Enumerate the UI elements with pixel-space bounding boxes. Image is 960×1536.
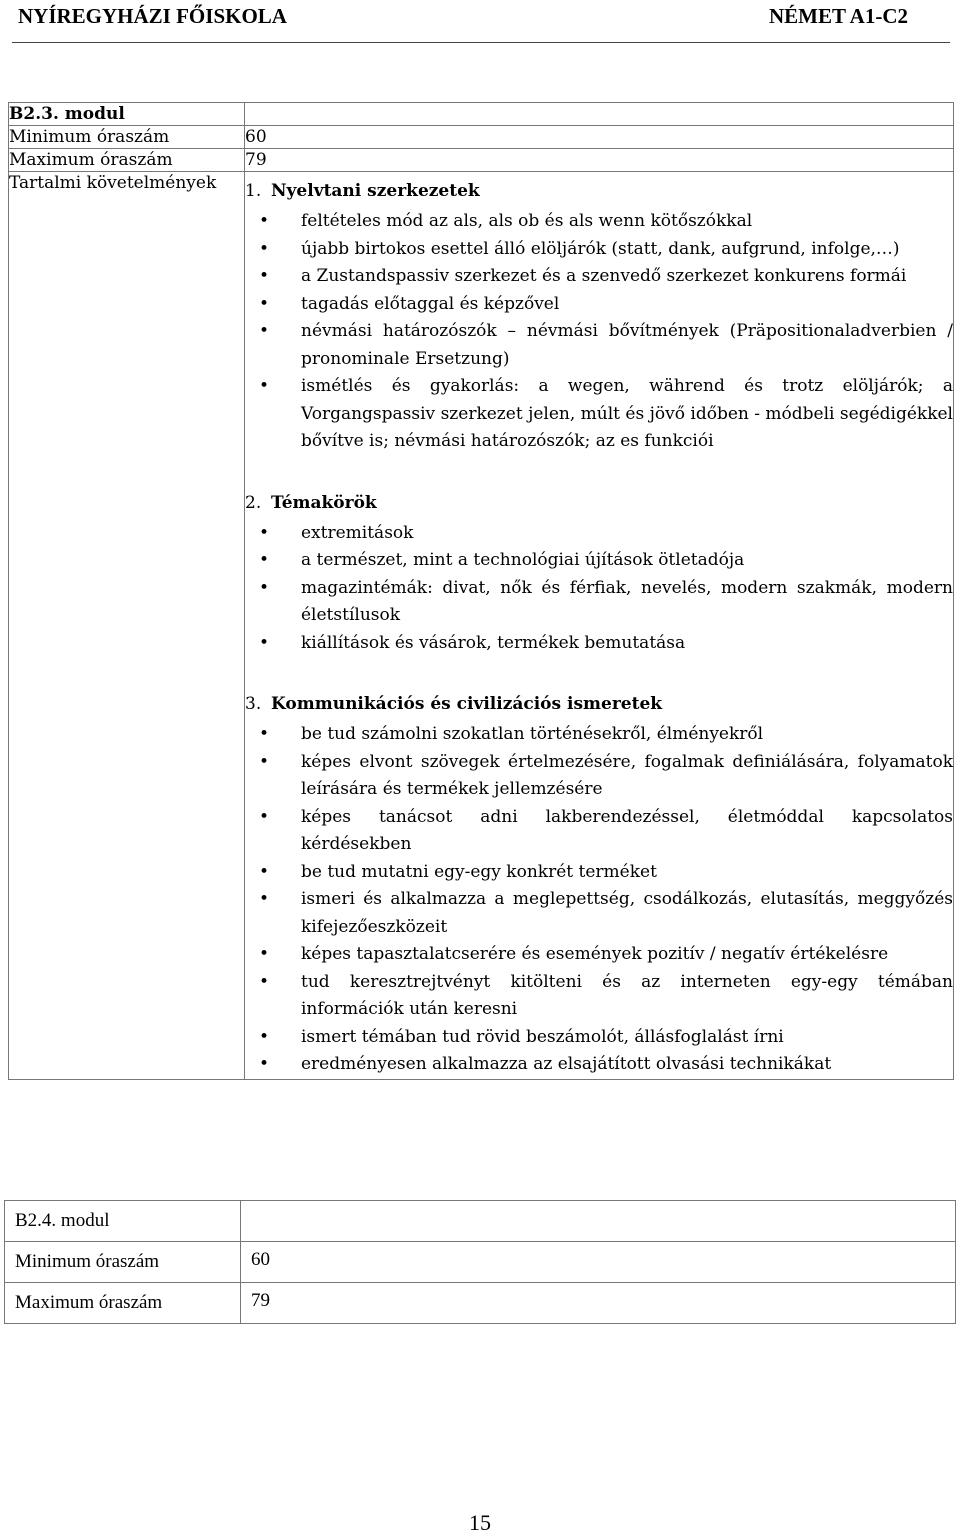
max-hours-label: Maximum óraszám [9,149,245,172]
section-title: Témakörök [271,492,377,513]
section-title: Kommunikációs és civilizációs ismeretek [271,694,663,714]
module2-min-hours-row [5,1242,956,1283]
list-item: • képes elvont szövegek értelmezésére, fogalmak definiálására, folyamatok leírására és termékek jellemzésére [245,749,953,804]
list-item: • eredményesen alkalmazza az elsajátított olvasási technikákat [245,1051,953,1079]
list-item: • kiállítások és vásárok, termékek bemutatása [245,630,953,658]
content-row [9,172,954,1080]
section-heading [245,492,953,514]
list-item: • be tud számolni szokatlan történésekről, élményekről [245,721,953,749]
section-gap [245,657,953,685]
module2-title-empty-cell [241,1201,956,1242]
list-item: • újabb birtokos esettel álló elöljárók (statt, dank, aufgrund, infolge,…) [245,236,953,264]
section-list [245,208,953,456]
module-title-empty-cell [245,103,954,126]
header-course: NÉMET A1-C2 [768,4,908,28]
module-table-b2-3 [8,102,954,1080]
list-item: • ismert témában tud rövid beszámolót, állásfoglalást írni [245,1024,953,1052]
section-number: 2. [245,492,262,513]
module2-title-row [5,1201,956,1242]
list-item: • be tud mutatni egy-egy konkrét terméket [245,859,953,887]
module2-max-hours-value: 79 [241,1283,956,1324]
content-cell [245,172,954,1080]
list-item: • ismétlés és gyakorlás: a wegen, während és trotz elöljárók; a Vorgangspassiv szerkezet jelen, múlt és jövő időben - módbeli segédigékkel bővítve is; névmási határozószók; az es funkciói [245,373,953,456]
module2-min-hours-value: 60 [241,1242,956,1283]
section-heading [245,693,953,715]
header-institution: NYÍREGYHÁZI FŐISKOLA [18,4,287,28]
module2-title: B2.4. modul [5,1201,241,1242]
list-item: • képes tanácsot adni lakberendezéssel, életmóddal kapcsolatos kérdésekben [245,804,953,859]
max-hours-value: 79 [245,149,954,172]
list-item: • ismeri és alkalmazza a meglepettség, csodálkozás, elutasítás, meggyőzés kifejezőeszközeit [245,886,953,941]
content-sections [245,180,953,1079]
min-hours-label: Minimum óraszám [9,126,245,149]
list-item: • névmási határozószók – névmási bővítmények (Präpositionaladverbien / pronominale Ersetzung) [245,318,953,373]
min-hours-row [9,126,954,149]
list-item: • magazintémák: divat, nők és férfiak, nevelés, modern szakmák, modern életstílusok [245,575,953,630]
list-item: • extremitások [245,520,953,548]
module-title-row [9,103,954,126]
section-number: 1. [245,181,262,201]
list-item: • képes tapasztalatcserére és események pozitív / negatív értékelésre [245,941,953,969]
section-title: Nyelvtani szerkezetek [271,181,480,201]
section-heading [245,180,953,202]
section-list [245,520,953,658]
list-item: • a Zustandspassiv szerkezet és a szenvedő szerkezet konkurens formái [245,263,953,291]
module2-max-hours-row [5,1283,956,1324]
page-number: 15 [469,1510,491,1535]
section-number: 3. [245,694,262,714]
module-title: B2.3. modul [9,103,245,126]
section-gap [245,456,953,484]
min-hours-value: 60 [245,126,954,149]
list-item: • feltételes mód az als, als ob és als wenn kötőszókkal [245,208,953,236]
header-divider [12,42,950,43]
module2-min-hours-label: Minimum óraszám [5,1242,241,1283]
content-label: Tartalmi követelmények [9,172,245,1080]
list-item: • tagadás előtaggal és képzővel [245,291,953,319]
list-item: • tud keresztrejtvényt kitölteni és az interneten egy-egy témában információk után keresni [245,969,953,1024]
section-list [245,721,953,1079]
max-hours-row [9,149,954,172]
module2-max-hours-label: Maximum óraszám [5,1283,241,1324]
module-table-b2-4 [4,1200,956,1324]
list-item: • a természet, mint a technológiai újítások ötletadója [245,547,953,575]
